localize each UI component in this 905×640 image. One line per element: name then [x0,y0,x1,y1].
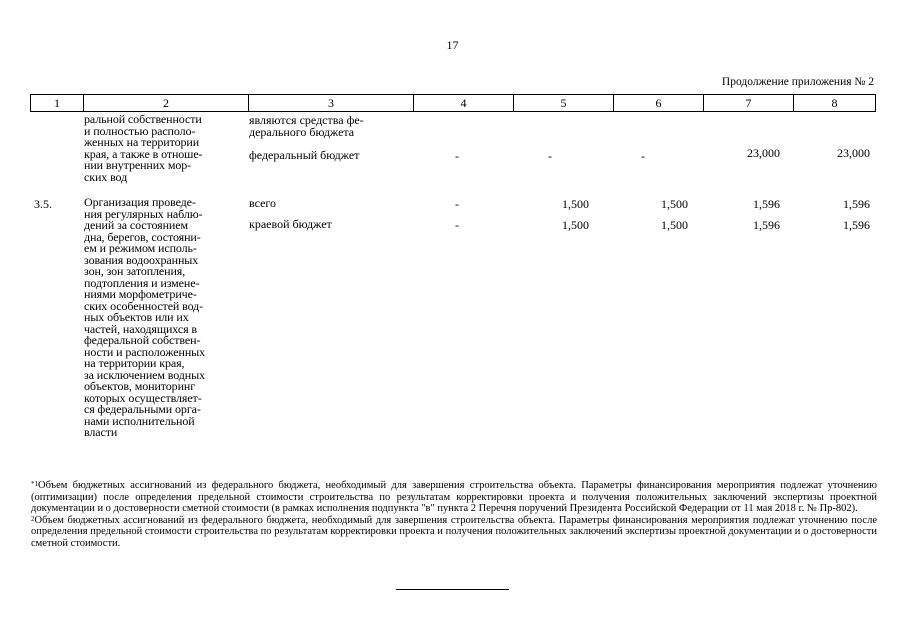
row-cont-col4: - [455,149,459,163]
row-cont-col7: 23,000 [747,146,780,160]
header-col-7: 7 [704,95,794,111]
row-35-r1-col8: 1,596 [843,197,870,211]
row-cont-col5: - [548,149,552,163]
row-35-r1-col6: 1,500 [661,197,688,211]
header-col-8: 8 [831,96,838,110]
footnote-2 [31,515,877,550]
table-header [30,94,876,112]
header-col-6: 6 [614,95,704,111]
row-35-name: Организация проведе- ния регулярных наблю- дений за состоянием дна, берегов, состояни- ем и режимом исполь- зования водоохранных зон, зон затопления, подтопления и измене- ниями морфометриче- ских особенностей вод- ных объектов или их частей, находящихся в федеральной собствен- ности и расположенных на территории края, за исключением водных объектов, мониторинг которых осуществляет- ся федеральными орга- нами исполнительной власти [84,195,206,439]
header-col-3: 3 [249,95,414,111]
row-cont-col8: 23,000 [837,146,870,160]
row-35-r2-col7: 1,596 [753,218,780,232]
page-number: 17 [446,38,459,52]
row-cont-source-1: являются средства фе- дерального бюджета [249,113,364,139]
header-col-1: 1 [31,95,84,111]
bottom-divider [396,589,509,590]
row-35-r2-col5: 1,500 [562,218,589,232]
footnotes [31,480,877,549]
header-col-2: 2 [84,95,249,111]
row-35-index: 3.5. [34,197,52,211]
row-35-r1-col4: - [455,197,459,211]
row-35-r1-col5: 1,500 [562,197,589,211]
row-cont-col6: - [641,149,645,163]
continuation-label: Продолжение приложения № 2 [721,76,874,88]
row-35-r1-col7: 1,596 [753,197,780,211]
row-35-source-1: всего [249,196,277,210]
header-col-5: 5 [514,95,614,111]
row-35-source-2: краевой бюджет [249,217,332,231]
row-35-r2-col4: - [455,218,459,232]
footnote-2-text: Объем бюджетных ассигнований из федерального бюджета, необходимый для завершения строительства объекта. Параметры финансирования мероприятия подлежат уточнению после определения предельной стоимости строительства по результатам корректировки проекта и получения положительных заключений экспертизы проектной документации и о достоверности сметной стоимости. [31,514,877,549]
footnote-1 [31,480,877,515]
row-35-r2-col8: 1,596 [843,218,870,232]
row-cont-source-2: федеральный бюджет [249,148,360,162]
row-cont-name: ральной собственности и полностью располо- женных на территории края, а также в отноше- нии внутренних мор- ских вод [84,112,203,184]
footnote-2-mark: 2 [31,514,35,523]
footnote-1-mark: *1 [31,480,38,488]
footnote-1-text: Объем бюджетных ассигнований из федерального бюджета, необходимый для завершения строительства объекта. Параметры финансирования мероприятия подлежат уточнению (оптимизации) после определения предельной стоимости строительства по результатам корректировки проекта и получения положительных заключений экспертизы проектной документации и о достоверности сметной стоимости (в рамках исполнения подпункта "в" пункта 2 Перечня поручений Президента Российской Федерации от 11 мая 2018 г. № Пр-802). [31,480,877,514]
header-col-4: 4 [414,95,514,111]
row-35-r2-col6: 1,500 [661,218,688,232]
